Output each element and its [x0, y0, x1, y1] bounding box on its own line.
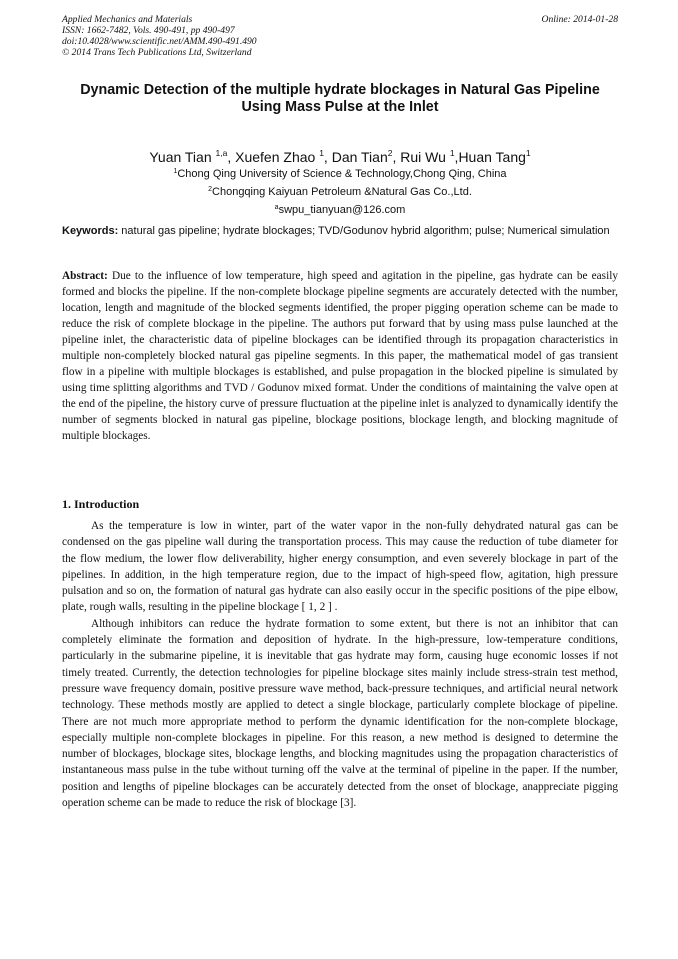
author-name: Yuan Tian [149, 149, 216, 165]
abstract [62, 268, 618, 444]
author-name: Rui Wu [400, 149, 450, 165]
author-email [62, 200, 618, 218]
email-sup: a [274, 204, 279, 211]
affiliation-list [62, 164, 618, 218]
affiliation-text: Chong Qing University of Science & Technology,Chong Qing, China [177, 168, 507, 180]
affiliation [62, 164, 618, 182]
section-heading: 1. Introduction [62, 497, 140, 511]
author-name: Dan Tian [331, 149, 388, 165]
abstract-label: Abstract: [62, 270, 108, 282]
affiliation-sup: 1 [173, 168, 178, 175]
email-text: swpu_tianyuan@126.com [278, 204, 406, 216]
journal-copyright: © 2014 Trans Tech Publications Ltd, Switzerland [62, 47, 252, 58]
author-sep: , [323, 149, 332, 165]
keywords-label: Keywords: [62, 225, 119, 237]
author-name: Huan Tang [458, 149, 526, 165]
author-sep: , [454, 149, 459, 165]
author-sep: , [227, 149, 236, 165]
affiliation-text: Chongqing Kaiyuan Petroleum &Natural Gas Co.,Ltd. [212, 186, 472, 198]
affiliation-sup: 2 [208, 186, 213, 193]
journal-doi: doi:10.4028/www.scientific.net/AMM.490-491.490 [62, 36, 257, 47]
keywords [62, 224, 618, 238]
keywords-text: natural gas pipeline; hydrate blockages; TVD/Godunov hybrid algorithm; pulse; Numerical simulation [118, 225, 610, 237]
journal-issn: ISSN: 1662-7482, Vols. 490-491, pp 490-497 [62, 25, 235, 36]
journal-header [62, 14, 618, 58]
online-date: Online: 2014-01-28 [541, 14, 618, 25]
paper-title: Dynamic Detection of the multiple hydrate blockages in Natural Gas Pipeline Using Mass Pulse at the Inlet [80, 82, 600, 115]
author-name: Xuefen Zhao [235, 149, 320, 165]
affiliation [62, 182, 618, 200]
author-sup: 1,a [215, 148, 228, 158]
author-sup: 1 [319, 148, 324, 158]
author-sep: , [392, 149, 401, 165]
journal-name: Applied Mechanics and Materials [62, 14, 193, 25]
author-sup: 1 [525, 148, 531, 158]
author-sup: 1 [449, 148, 455, 158]
section-body [62, 518, 618, 811]
paragraph: Although inhibitors can reduce the hydrate formation to some extent, but there is not an inhibitor that can completely eliminate the formation and deposition of hydrate. In the high-pressure, low-temperature conditions, particularly in the submarine pipeline, it is inevitable that gas hydrate may form, causing huge economic losses if not timely treated. Currently, the detection technologies for pipeline blockage sites mainly include stress-strain test method, pressure wave frequency domain, positive pressure wave method, back-pressure techniques, and artificial neural network technology. These methods mostly are applied to detect a single blockage, particularly complete blockage of pipeline. There are not much more appropriate method to perform the dynamic identification for the non-complete blockage, especially multiple non-complete blockages in pipeline. For this reason, a new method is designed to determine the number of blockages, blockage sites, blockage lengths, and blocking magnitudes using the propagation characteristics of instantaneous mass pulse in the tube without turning off the valve at the terminal of pipeline in the paper. If the number, position and lengths of pipeline blockages can be accurately detected from the onset of blockage, anappreciate pigging operation scheme can be made to reduce the risk of blockage [3]. [62, 617, 618, 810]
paragraph: As the temperature is low in winter, part of the water vapor in the non-fully dehydrated natural gas can be condensed on the gas pipeline wall during the transportation process. This may cause the reduction of tube diameter for the flow medium, the lower flow deliverability, higher energy consumption, and even severely blockage in part of the pipelines. In addition, in the high temperature region, due to the impact of high-speed flow, agitation, high pressure pulsation and so on, the formation of natural gas hydrate can also easily occur in the specific positions of the pipe elbow, plate, rough walls, resulting in the pipeline blockage [ 1, 2 ] . [62, 520, 618, 614]
author-list [62, 144, 618, 166]
author-sup: 2 [387, 148, 393, 158]
abstract-text: Due to the influence of low temperature, high speed and agitation in the pipeline, gas hydrate can be easily formed and blocks the pipeline. If the non-complete blockage pipeline segments are accurately detected with the number, location, length and magnitude of the blocked segments identified, the proper pigging operation scheme can be made to reduce the risk of complete blockage in the pipeline. The authors put forward that by using mass pulse launched at the pipeline inlet, the characteristic data of pipeline blockages can be identified through its propagation characteristics in multiple non-completely blocked natural gas pipeline segments. In this paper, the mathematical model of gas transient flow in a pipeline with multiple blockages is established, and pulse propagation in the blocked pipeline is simulated by using time splitting algorithms and TVD / Godunov mixed format. Under the conditions of maintaining the valve open at the end of the pipeline, the history curve of pressure fluctuation at the pipeline inlet is analyzed to dynamically identify the number of segments blocked in natural gas pipeline, blockage positions, blockage length, and blocking magnitude of multiple blockages. [62, 270, 618, 442]
